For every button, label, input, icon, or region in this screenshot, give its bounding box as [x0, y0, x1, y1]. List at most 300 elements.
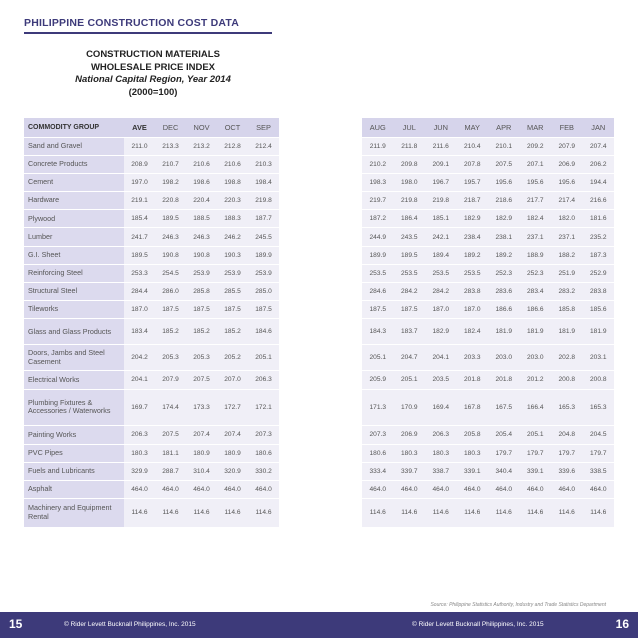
average-value: 241.7: [124, 228, 155, 246]
index-value: 181.6: [583, 210, 615, 228]
index-value: 205.3: [186, 345, 217, 371]
index-value: 205.1: [248, 345, 279, 371]
table-row: [24, 246, 279, 264]
index-value: 464.0: [457, 480, 489, 498]
table-row: [362, 283, 614, 301]
index-value: 185.6: [583, 301, 615, 319]
source-note: Source: Philippine Statistics Authority, Industry and Trade Statistics Department: [430, 602, 606, 608]
index-value: 180.6: [248, 444, 279, 462]
index-value: 285.5: [217, 283, 248, 301]
index-value: 187.5: [186, 301, 217, 319]
index-value: 180.9: [217, 444, 248, 462]
index-value: 253.5: [457, 264, 489, 282]
index-value: 204.8: [551, 426, 583, 444]
index-value: 283.8: [457, 283, 489, 301]
index-value: 170.9: [394, 389, 426, 426]
index-value: 210.4: [457, 137, 489, 155]
index-value: 198.2: [155, 173, 186, 191]
index-value: 217.4: [551, 192, 583, 210]
table-row: [24, 301, 279, 319]
index-value: 464.0: [394, 480, 426, 498]
table-row: [362, 389, 614, 426]
index-value: 330.2: [248, 462, 279, 480]
average-value: 219.1: [124, 192, 155, 210]
index-value: 165.3: [551, 389, 583, 426]
index-value: 198.4: [248, 173, 279, 191]
index-value: 464.0: [551, 480, 583, 498]
index-value: 310.4: [186, 462, 217, 480]
index-title: [24, 49, 282, 99]
table-row: [24, 319, 279, 345]
index-value: 201.8: [457, 371, 489, 389]
index-value: 114.6: [551, 499, 583, 528]
index-value: 210.1: [488, 137, 520, 155]
table-row: [362, 246, 614, 264]
index-value: 252.9: [583, 264, 615, 282]
index-value: 217.7: [520, 192, 552, 210]
header-feb: FEB: [551, 118, 583, 137]
index-value: 185.2: [186, 319, 217, 345]
index-value: 203.1: [583, 345, 615, 371]
index-value: 246.3: [186, 228, 217, 246]
average-value: 189.5: [124, 246, 155, 264]
average-value: 253.3: [124, 264, 155, 282]
index-value: 207.5: [488, 155, 520, 173]
index-value: 253.5: [394, 264, 426, 282]
index-value: 283.4: [520, 283, 552, 301]
index-value: 179.7: [583, 444, 615, 462]
index-value: 198.8: [217, 173, 248, 191]
index-title-line-3: National Capital Region, Year 2014: [75, 74, 231, 85]
index-value: 189.9: [362, 246, 394, 264]
index-value: 242.1: [425, 228, 457, 246]
average-value: 183.4: [124, 319, 155, 345]
index-value: 283.2: [551, 283, 583, 301]
index-value: 244.9: [362, 228, 394, 246]
index-value: 219.8: [394, 192, 426, 210]
index-value: 184.3: [362, 319, 394, 345]
table-row: [362, 192, 614, 210]
index-value: 180.6: [362, 444, 394, 462]
index-value: 181.9: [583, 319, 615, 345]
index-value: 204.7: [394, 345, 426, 371]
table-row: [24, 137, 279, 155]
commodity-name: Plywood: [24, 210, 124, 228]
commodity-name: Doors, Jambs and Steel Casement: [24, 345, 124, 371]
index-value: 235.2: [583, 228, 615, 246]
average-value: 206.3: [124, 426, 155, 444]
index-value: 237.1: [551, 228, 583, 246]
index-value: 237.1: [520, 228, 552, 246]
index-value: 181.9: [551, 319, 583, 345]
average-value: 211.0: [124, 137, 155, 155]
index-value: 340.4: [488, 462, 520, 480]
index-value: 284.2: [425, 283, 457, 301]
commodity-name: Machinery and Equipment Rental: [24, 499, 124, 528]
index-value: 204.1: [425, 345, 457, 371]
index-value: 180.9: [186, 444, 217, 462]
index-value: 210.6: [217, 155, 248, 173]
index-value: 190.3: [217, 246, 248, 264]
index-value: 286.0: [155, 283, 186, 301]
index-value: 188.2: [551, 246, 583, 264]
index-value: 243.5: [394, 228, 426, 246]
table-row: [24, 264, 279, 282]
index-value: 186.6: [488, 301, 520, 319]
index-value: 219.7: [362, 192, 394, 210]
index-value: 190.8: [155, 246, 186, 264]
index-value: 114.6: [583, 499, 615, 528]
index-value: 203.0: [488, 345, 520, 371]
index-value: 320.9: [217, 462, 248, 480]
commodity-name: Hardware: [24, 192, 124, 210]
index-value: 114.6: [217, 499, 248, 528]
header-nov: NOV: [186, 118, 217, 137]
index-value: 288.7: [155, 462, 186, 480]
commodity-name: Tileworks: [24, 301, 124, 319]
index-value: 283.8: [583, 283, 615, 301]
index-value: 179.7: [551, 444, 583, 462]
index-value: 464.0: [155, 480, 186, 498]
table-row: [24, 462, 279, 480]
average-value: 208.9: [124, 155, 155, 173]
index-value: 187.0: [425, 301, 457, 319]
index-value: 206.3: [425, 426, 457, 444]
index-value: 182.9: [425, 319, 457, 345]
index-value: 253.9: [186, 264, 217, 282]
index-value: 203.0: [520, 345, 552, 371]
table-row: [24, 426, 279, 444]
index-value: 253.9: [217, 264, 248, 282]
header-jan: JAN: [583, 118, 615, 137]
index-value: 185.1: [425, 210, 457, 228]
index-value: 283.6: [488, 283, 520, 301]
index-value: 114.6: [425, 499, 457, 528]
commodity-name: Concrete Products: [24, 155, 124, 173]
index-value: 187.5: [248, 301, 279, 319]
index-value: 207.0: [217, 371, 248, 389]
average-value: 464.0: [124, 480, 155, 498]
header-apr: APR: [488, 118, 520, 137]
average-value: 169.7: [124, 389, 155, 426]
index-value: 285.8: [186, 283, 217, 301]
index-value: 464.0: [248, 480, 279, 498]
index-value: 205.1: [362, 345, 394, 371]
table-row: [362, 319, 614, 345]
index-value: 464.0: [488, 480, 520, 498]
index-value: 464.0: [583, 480, 615, 498]
index-value: 464.0: [425, 480, 457, 498]
table-row: [24, 499, 279, 528]
index-value: 252.3: [520, 264, 552, 282]
average-value: 284.4: [124, 283, 155, 301]
index-value: 209.1: [425, 155, 457, 173]
index-value: 464.0: [186, 480, 217, 498]
heading-underline: [24, 32, 272, 34]
copyright-left: © Rider Levett Bucknall Philippines, Inc. 2015: [64, 621, 196, 628]
table-row: [24, 389, 279, 426]
index-value: 195.6: [488, 173, 520, 191]
index-value: 186.6: [520, 301, 552, 319]
average-value: 197.0: [124, 173, 155, 191]
commodity-name: Electrical Works: [24, 371, 124, 389]
table-row: [362, 426, 614, 444]
index-value: 179.7: [520, 444, 552, 462]
index-value: 203.5: [425, 371, 457, 389]
commodity-name: Sand and Gravel: [24, 137, 124, 155]
index-value: 183.7: [394, 319, 426, 345]
index-value: 185.2: [217, 319, 248, 345]
index-value: 339.6: [551, 462, 583, 480]
average-value: 180.3: [124, 444, 155, 462]
index-value: 189.5: [155, 210, 186, 228]
index-value: 284.2: [394, 283, 426, 301]
commodity-name: PVC Pipes: [24, 444, 124, 462]
index-value: 172.1: [248, 389, 279, 426]
commodity-name: Glass and Glass Products: [24, 319, 124, 345]
header-dec: DEC: [155, 118, 186, 137]
table-row: [24, 345, 279, 371]
index-value: 187.0: [457, 301, 489, 319]
index-value: 180.3: [457, 444, 489, 462]
table-row: [362, 264, 614, 282]
index-value: 245.5: [248, 228, 279, 246]
index-value: 187.5: [362, 301, 394, 319]
index-value: 211.6: [425, 137, 457, 155]
index-value: 203.3: [457, 345, 489, 371]
index-value: 246.3: [155, 228, 186, 246]
average-value: 187.0: [124, 301, 155, 319]
table-row: [362, 444, 614, 462]
index-value: 185.2: [155, 319, 186, 345]
index-value: 207.1: [520, 155, 552, 173]
index-value: 207.8: [457, 155, 489, 173]
average-value: 185.4: [124, 210, 155, 228]
index-value: 218.6: [488, 192, 520, 210]
table-row: [24, 371, 279, 389]
index-value: 114.6: [362, 499, 394, 528]
commodity-name: Cement: [24, 173, 124, 191]
index-value: 187.3: [583, 246, 615, 264]
index-value: 167.8: [457, 389, 489, 426]
index-value: 209.2: [520, 137, 552, 155]
index-value: 207.9: [155, 371, 186, 389]
index-value: 202.8: [551, 345, 583, 371]
index-value: 251.9: [551, 264, 583, 282]
copyright-right: © Rider Levett Bucknall Philippines, Inc. 2015: [412, 621, 544, 628]
index-value: 207.9: [551, 137, 583, 155]
left-header-row: [24, 118, 279, 137]
index-value: 173.3: [186, 389, 217, 426]
header-commodity-group: COMMODITY GROUP: [24, 118, 124, 137]
index-value: 205.9: [362, 371, 394, 389]
index-value: 201.2: [520, 371, 552, 389]
index-value: 181.9: [488, 319, 520, 345]
table-row: [24, 210, 279, 228]
index-value: 198.0: [394, 173, 426, 191]
header-may: MAY: [457, 118, 489, 137]
index-value: 195.7: [457, 173, 489, 191]
index-value: 220.8: [155, 192, 186, 210]
index-value: 187.5: [394, 301, 426, 319]
index-value: 209.8: [394, 155, 426, 173]
index-value: 212.8: [217, 137, 248, 155]
table-row: [24, 173, 279, 191]
index-value: 238.4: [457, 228, 489, 246]
page-number-left: 15: [9, 617, 23, 631]
index-value: 180.3: [425, 444, 457, 462]
average-value: 329.9: [124, 462, 155, 480]
index-value: 114.6: [248, 499, 279, 528]
index-value: 185.8: [551, 301, 583, 319]
table-row: [24, 192, 279, 210]
index-value: 195.6: [520, 173, 552, 191]
page-number-right: 16: [615, 617, 629, 631]
index-value: 285.0: [248, 283, 279, 301]
index-value: 211.8: [394, 137, 426, 155]
commodity-name: Reinforcing Steel: [24, 264, 124, 282]
index-value: 212.4: [248, 137, 279, 155]
index-value: 189.4: [425, 246, 457, 264]
index-value: 186.4: [394, 210, 426, 228]
index-value: 238.1: [488, 228, 520, 246]
table-row: [24, 283, 279, 301]
index-value: 338.5: [583, 462, 615, 480]
index-value: 196.7: [425, 173, 457, 191]
index-value: 114.6: [520, 499, 552, 528]
index-value: 114.6: [394, 499, 426, 528]
index-value: 180.3: [394, 444, 426, 462]
price-index-table-left: [24, 118, 279, 528]
average-value: 204.1: [124, 371, 155, 389]
index-value: 189.2: [488, 246, 520, 264]
commodity-name: Plumbing Fixtures & Accessories / Waterworks: [24, 389, 124, 426]
index-value: 253.5: [362, 264, 394, 282]
average-value: 204.2: [124, 345, 155, 371]
index-value: 182.9: [457, 210, 489, 228]
table-row: [24, 444, 279, 462]
table-row: [362, 210, 614, 228]
index-value: 333.4: [362, 462, 394, 480]
index-value: 206.2: [583, 155, 615, 173]
header-jul: JUL: [394, 118, 426, 137]
index-value: 184.6: [248, 319, 279, 345]
index-value: 174.4: [155, 389, 186, 426]
index-value: 252.3: [488, 264, 520, 282]
index-title-line-1: CONSTRUCTION MATERIALS: [86, 49, 220, 60]
index-value: 219.8: [425, 192, 457, 210]
table-row: [362, 155, 614, 173]
table-row: [362, 462, 614, 480]
index-value: 338.7: [425, 462, 457, 480]
header-mar: MAR: [520, 118, 552, 137]
table-row: [362, 371, 614, 389]
index-value: 205.8: [457, 426, 489, 444]
table-row: [24, 480, 279, 498]
index-value: 205.3: [155, 345, 186, 371]
index-value: 210.7: [155, 155, 186, 173]
index-value: 464.0: [362, 480, 394, 498]
table-row: [24, 155, 279, 173]
index-value: 246.2: [217, 228, 248, 246]
header-jun: JUN: [425, 118, 457, 137]
index-value: 188.3: [217, 210, 248, 228]
index-value: 206.9: [394, 426, 426, 444]
price-index-table-right: [362, 118, 614, 528]
index-value: 188.5: [186, 210, 217, 228]
index-value: 210.3: [248, 155, 279, 173]
commodity-name: G.I. Sheet: [24, 246, 124, 264]
index-value: 165.3: [583, 389, 615, 426]
index-value: 213.3: [155, 137, 186, 155]
header-oct: OCT: [217, 118, 248, 137]
index-value: 220.3: [217, 192, 248, 210]
index-value: 187.7: [248, 210, 279, 228]
index-value: 207.4: [186, 426, 217, 444]
index-value: 114.6: [155, 499, 186, 528]
index-value: 213.2: [186, 137, 217, 155]
index-value: 254.5: [155, 264, 186, 282]
index-value: 182.4: [520, 210, 552, 228]
index-value: 253.5: [425, 264, 457, 282]
index-value: 189.9: [248, 246, 279, 264]
index-value: 182.0: [551, 210, 583, 228]
index-value: 189.5: [394, 246, 426, 264]
index-value: 210.2: [362, 155, 394, 173]
right-header-row: [362, 118, 614, 137]
index-value: 198.6: [186, 173, 217, 191]
index-value: 339.1: [520, 462, 552, 480]
index-value: 188.9: [520, 246, 552, 264]
index-title-line-4: (2000=100): [128, 86, 178, 98]
table-row: [362, 301, 614, 319]
table-row: [362, 137, 614, 155]
commodity-name: Lumber: [24, 228, 124, 246]
index-value: 464.0: [217, 480, 248, 498]
index-value: 114.6: [488, 499, 520, 528]
index-value: 339.1: [457, 462, 489, 480]
index-value: 220.4: [186, 192, 217, 210]
index-value: 166.4: [520, 389, 552, 426]
index-value: 253.9: [248, 264, 279, 282]
index-value: 200.8: [551, 371, 583, 389]
commodity-name: Fuels and Lubricants: [24, 462, 124, 480]
index-title-line-2: WHOLESALE PRICE INDEX: [90, 61, 216, 73]
index-value: 167.5: [488, 389, 520, 426]
index-value: 206.9: [551, 155, 583, 173]
index-value: 219.8: [248, 192, 279, 210]
index-value: 187.5: [155, 301, 186, 319]
index-value: 207.3: [248, 426, 279, 444]
index-value: 204.5: [583, 426, 615, 444]
index-value: 284.6: [362, 283, 394, 301]
header-aug: AUG: [362, 118, 394, 137]
index-value: 181.9: [520, 319, 552, 345]
table-row: [362, 480, 614, 498]
index-value: 216.6: [583, 192, 615, 210]
index-value: 114.6: [457, 499, 489, 528]
header-sep: SEP: [248, 118, 279, 137]
page-heading: PHILIPPINE CONSTRUCTION COST DATA: [24, 17, 240, 29]
index-value: 194.4: [583, 173, 615, 191]
index-value: 211.9: [362, 137, 394, 155]
index-value: 205.4: [488, 426, 520, 444]
index-value: 205.1: [394, 371, 426, 389]
index-value: 182.9: [488, 210, 520, 228]
commodity-name: Structural Steel: [24, 283, 124, 301]
index-value: 189.2: [457, 246, 489, 264]
index-value: 114.6: [186, 499, 217, 528]
